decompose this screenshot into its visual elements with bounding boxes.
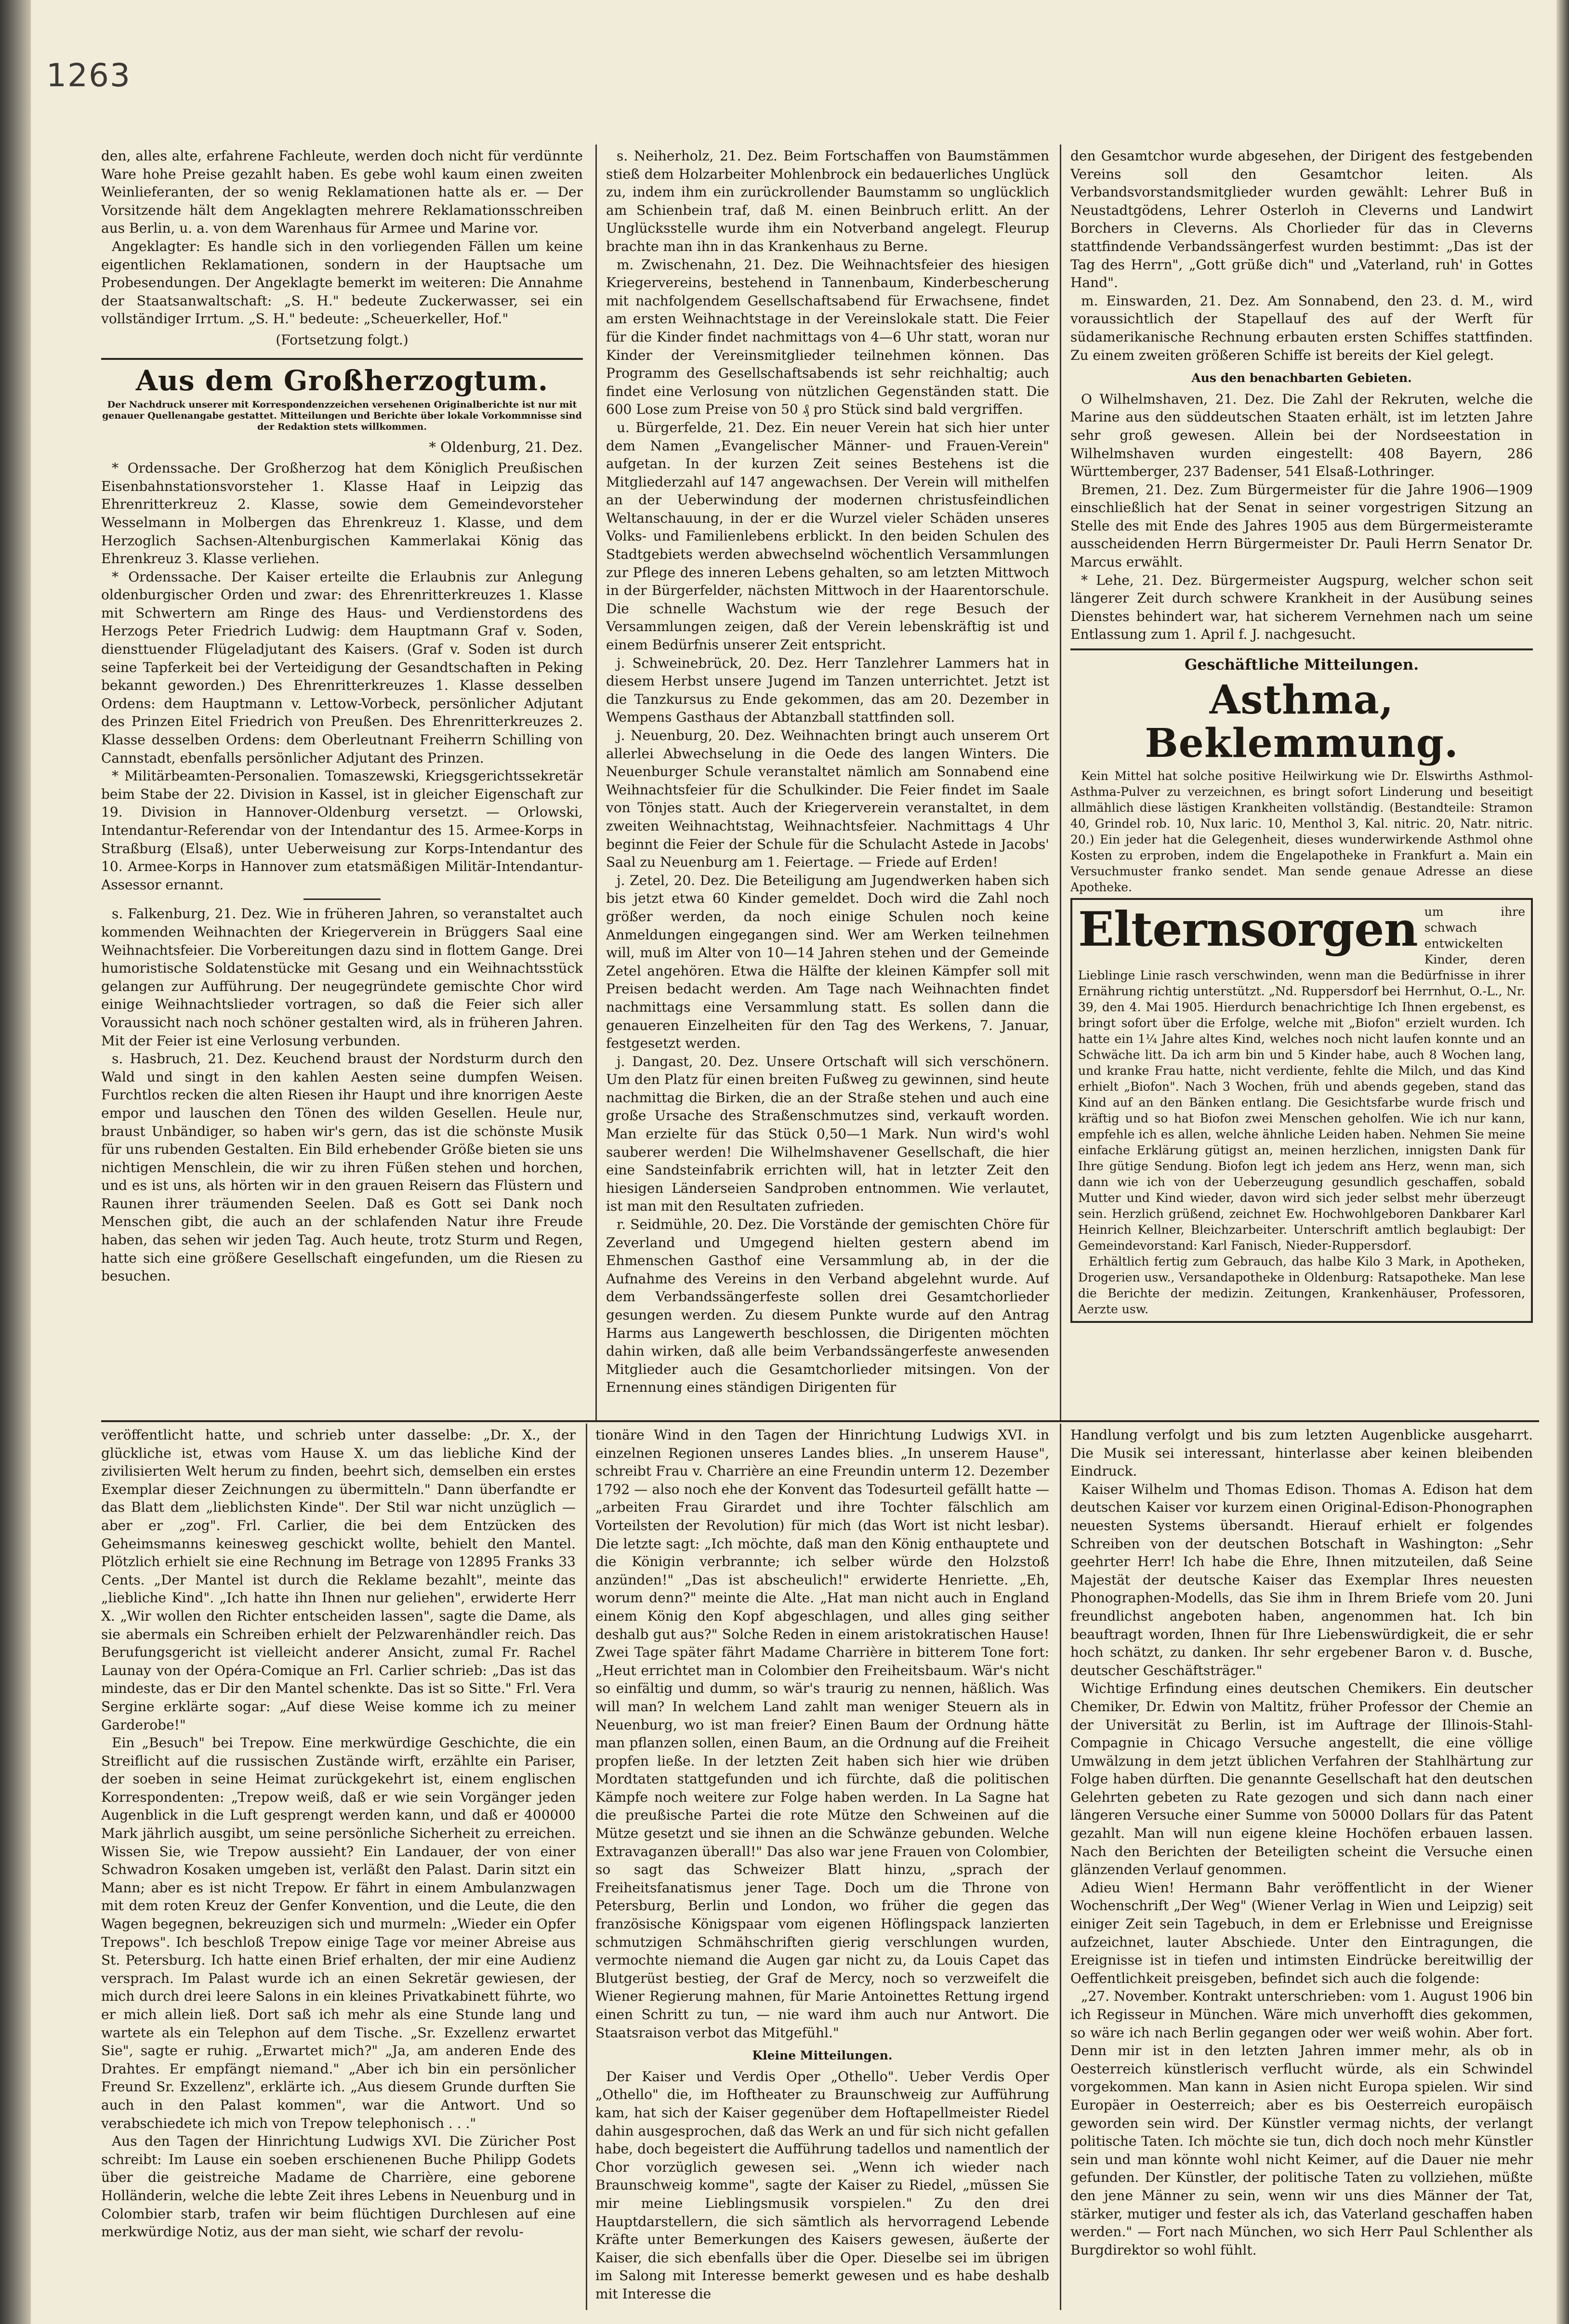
- asthma-ad-text: Kein Mittel hat solche positive Heilwirkung wie Dr. Elswirths Asthmol-Asthma-Pulver zu verzeichnen, es bringt sofort Linderung und beseitigt allmählich diese lästigen Krankheiten vollständig. (Bestandteile: Stramon 40, Grindel rob. 10, Nux laric. 10, Menthol 3, Kal. nitric. 20, Natr. nitric. 20.) Ein jeder hat die Gelegenheit, dieses wunderwirkende Asthmol ohne Kosten zu erproben, indem die Engelapotheke in Frankfurt a. Main ein Versuchmuster franko sendet. Man sende genaue Adresse an diese Apotheke.: [1070, 768, 1533, 894]
- feuilleton-item: Kaiser Wilhelm und Thomas Edison. Thomas A. Edison hat dem deutschen Kaiser vor kurzem einen Original-Edison-Phonographen neuesten Systems übersandt. Hierauf erhielt er folgendes Schreiben von der deutschen Botschaft in Washington: „Sehr geehrter Herr! Ich habe die Ehre, Ihnen mitzuteilen, daß Seine Majestät der deutsche Kaiser das Exemplar Ihres neuesten Phonographen-Modells, das Sie ihm in Ihrem Briefe vom 20. Juni freundlichst angeboten haben, angenommen hat. Ich bin beauftragt worden, Ihnen für Ihre Liebenswürdigkeit, die er sehr hoch schätzt, zu danken. Ihr sehr ergebener Baron v. d. Busche, deutscher Geschäftsträger.": [1070, 1481, 1533, 1678]
- horizontal-rule-lower: [101, 1420, 1539, 1422]
- news-item: j. Zetel, 20. Dez. Die Beteiligung am Jugendwerken haben sich bis jetzt etwa 60 Kinder gemeldet. Doch wird die Zahl noch größer werden, da noch einige Schulen noch keine Anmeldungen eingegangen sind. Wer am Werken teilnehmen will, muß im Alter von 10—14 Jahren stehen und der Gemeinde Zetel angehören. Etwa die Hälfte der kleinen Kämpfer soll mit Preisen bedacht werden. Am Tage nach Weihnachten findet nachmittags eine Versammlung statt. Es sollen dann die genaueren Einzelheiten für den Tag des Werkens, 7. Januar, festgesetzt werden.: [606, 872, 1049, 1052]
- item-rule: [303, 898, 381, 900]
- news-item: * Ordenssache. Der Großherzog hat dem Königlich Preußischen Eisenbahnstationsvorsteher 1. Klasse Haaf in Leipzig das Ehrenritterkreuz 2. Klasse, sowie dem Gemeindevorsteher Wesselmann in Molbergen das Ehrenkreuz 1. Klasse, und dem Herzoglich Sachsen-Altenburgischen Kammerlakai König das Ehrenkreuz 3. Klasse verliehen.: [101, 460, 583, 567]
- news-item: O Wilhelmshaven, 21. Dez. Die Zahl der Rekruten, welche die Marine aus den süddeutschen Staaten erhält, ist im letzten Jahre sehr groß gewesen. Allein bei der Nordseestation in Wilhelmshaven wurden eingestellt: 408 Bayern, 286 Württemberger, 237 Badenser, 541 Elsaß-Lothringer.: [1070, 391, 1533, 480]
- section-title: Aus dem Großherzogtum.: [135, 364, 549, 397]
- page-right-edge: [1556, 0, 1569, 2324]
- news-item: u. Bürgerfelde, 21. Dez. Ein neuer Verein hat sich hier unter dem Namen „Evangelischer Männer- und Frauen-Verein" aufgetan. In der kurzen Zeit seines Bestehens ist die Mitgliederzahl auf 147 angewachsen. Der Verein will mithelfen an der Ueberwindung der modernen christusfeindlichen Weltanschauung, in der er die Wurzel vieler Schäden unseres Volks- und Familienlebens erblickt. In den beiden Schulen des Stadtgebiets werden abwechselnd wöchentlich Versammlungen zur Pflege des inneren Lebens gehalten, so am letzten Mittwoch in der Bürgerfelder, nächsten Mittwoch in der Haarentorschule. Die schnelle Wachstum wie der rege Besuch der Versammlungen zeigen, daß der Verein lebenskräftig ist und einem Bedürfnis unserer Zeit entspricht.: [606, 419, 1049, 653]
- asthma-ad-title: Asthma, Beklemmung.: [1145, 676, 1459, 766]
- news-item: j. Schweinebrück, 20. Dez. Herr Tanzlehrer Lammers hat in diesem Herbst unsere Jugend im Tanzen unterrichtet. Jetzt ist die Tanzkursus zu Ende gekommen, das am 20. Dezember in Wempens Gasthaus der Abtanzball stattfinden soll.: [606, 655, 1049, 726]
- feuilleton-item: Wichtige Erfindung eines deutschen Chemikers. Ein deutscher Chemiker, Dr. Edwin von Maltitz, früher Professor der Chemie an der Universität zu Berlin, ist im Auftrage der Illinois-Stahl-Compagnie in Chicago Versuche angestellt, die eine völlige Umwälzung in dem jetzt üblichen Verfahren der Stahlhärtung zur Folge haben dürften. Die genannte Gesellschaft hat den deutschen Gelehrten gebeten zu Rate gezogen und sich dann nach einer längeren Versuche einer Summe von 50000 Dollars für das Patent gezahlt. Man will nun eigene kleine Hochöfen erbauen lassen. Nach den Berichten der Beteiligten scheint die Versuche einen glänzenden Verlauf genommen.: [1070, 1680, 1533, 1878]
- article-continuation: den, alles alte, erfahrene Fachleute, werden doch nicht für verdünnte Ware hohe Preise gezahlt haben. Es gebe wohl kaum einen zweiten Weinlieferanten, der so wenig Reklamationen hatte als er. — Der Vorsitzende hält dem Angeklagten mehrere Reklamationsschreiben aus Berlin, u. a. von dem Warenhaus für Armee und Marine vor.: [101, 148, 583, 237]
- news-item: m. Einswarden, 21. Dez. Am Sonnabend, den 23. d. M., wird voraussichtlich der Stapellauf des auf der Werft für südamerikanische Rechnung erbauten ersten Schiffes stattfinden. Zu einem zweiten größeren Schiffe ist bereits der Kiel gelegt.: [1070, 292, 1533, 363]
- ads-rule: [1070, 648, 1533, 650]
- news-item: den Gesamtchor wurde abgesehen, der Dirigent des festgebenden Vereins soll den Gesamtchor leiten. Als Verbandsvorstandsmitglieder wurden gewählt: Lehrer Buß in Neustadtgödens, Lehrer Osterloh in Cleverns und Landwirt Borchers in Cleverns. Als Chorlieder für das in Cleverns stattfindende Verbandssängerfest wurden bestimmt: „Das ist der Tag des Herrn", „Gott grüße dich" und „Vaterland, ruh' in Gottes Hand".: [1070, 148, 1533, 291]
- feuilleton-item: Ein „Besuch" bei Trepow. Eine merkwürdige Geschichte, die ein Streiflicht auf die russischen Zustände wirft, erzählte ein Pariser, der soeben in seine Heimat zurückgekehrt ist, einem englischen Korrespondenten: „Trepow weiß, daß er wie sein Vorgänger jeden Augenblick in die Luft gesprengt werden kann, und daß er 400000 Mark jährlich ausgibt, um seine persönliche Sicherheit zu erreichen. Wissen Sie, wie Trepow aussieht? Ein Landauer, der von einer Schwadron Kosaken umgeben ist, verläßt den Palast. Darin sitzt ein Mann; aber es ist nicht Trepow. Er fährt in einem Ambulanzwagen mit dem roten Kreuz der Genfer Konvention, und die Leute, die den Wagen begegnen, bekreuzigen sich und murmeln: „Wieder ein Opfer Trepows". Ich beschloß Trepow einige Tage vor meiner Abreise aus St. Petersburg. Ich hatte einen Brief erhalten, der mir eine Audienz versprach. Im Palast wurde ich an einen Sekretär gewiesen, der mich durch drei leere Salons in ein kleines Privatkabinett führte, wo er mich allein ließ. Dort saß ich mehr als eine Stunde lang und wartete als ein Telephon auf dem Tische. „Sr. Exzellenz erwartet Sie", sagte er ruhig. „Erwartet mich?" „Ja, am anderen Ende des Drahtes. Er empfängt niemand." „Aber ich bin ein persönlicher Freund Sr. Exzellenz", erklärte ich. „Aus diesem Grunde durften Sie auch in den Palast kommen", war die Antwort. Und so verabschiedete ich mich von Trepow telephonisch . . .": [101, 1735, 576, 2131]
- feuilleton-item: Aus den Tagen der Hinrichtung Ludwigs XVI. Die Züricher Post schreibt: Im Lause ein soeben erschienenen Buche Philipp Godets über die geistreiche Madame de Charrière, eine geborene Holländerin, welche die lebte Zeit ihres Lebens in Neuenburg und in Colombier starb, trafen wir beim flüchtigen Durchlesen auf eine merkwürdige Notiz, aus der man sieht, wie scharf der revolu-: [101, 2133, 576, 2240]
- news-item: m. Zwischenahn, 21. Dez. Die Weihnachtsfeier des hiesigen Kriegervereins, bestehend in Tannenbaum, Kinderbescherung mit nachfolgendem Gesellschaftsabend für Erwachsene, findet am ersten Weihnachtstage in der Vereinslokale statt. Die Feier für die Kinder findet nachmittags von 4—6 Uhr statt, woran nur Kinder der Vereinsmitglieder teilnehmen können. Das Programm des Gesellschaftsabends ist sehr reichhaltig; auch findet eine Verlosung von nützlichen Gegenständen statt. Die 600 Lose zum Preise von 50 ₰ pro Stück sind bald vergriffen.: [606, 256, 1049, 418]
- sub-heading: Kleine Mitteilungen.: [752, 2048, 893, 2063]
- column-rule-3: [586, 1424, 587, 2310]
- dateline: * Oldenburg, 21. Dez.: [429, 438, 583, 455]
- feuilleton-item: Der Kaiser und Verdis Oper „Othello". Ueber Verdis Oper „Othello" die, im Hoftheater zu Braunschweig zur Aufführung kam, hat sich der Kaiser gegenüber dem Hoftapellmeister Riedel dahin ausgesprochen, daß das Werk an und für sich nicht gefallen habe, doch begeistert die Aufführung tadellos und namentlich der Chor vorzüglich gewesen sei. „Wenn ich wieder nach Braunschweig komme", sagte der Kaiser zu Riedel, „müssen Sie mir meine Lieblingsmusik vorspielen." Zu den drei Hauptdarstellern, die sich sämtlich als hervorragend Lebende Kräfte unter Bemerkungen des Kaisers gewesen, äußerte der Kaiser, die sich ebenfalls über die Oper. Dieselbe sei im übrigen im Salong mit Interesse bemerkt gewesen und es habe deshalb mit Interesse die: [595, 2068, 1049, 2302]
- news-item: Bremen, 21. Dez. Zum Bürgermeister für die Jahre 1906—1909 einschließlich hat der Senat in seiner vorgestrigen Sitzung an Stelle des mit Ende des Jahres 1905 aus dem Bürgermeisteramte ausscheidenden Herrn Bürgermeister Dr. Pauli Herrn Senator Dr. Marcus erwählt.: [1070, 481, 1533, 570]
- book-binding-edge: [0, 0, 31, 2324]
- feuilleton-item: Handlung verfolgt und bis zum letzten Augenblicke ausgeharrt. Die Musik sei interessant, hinterlasse aber keinen bleibenden Eindruck.: [1070, 1427, 1533, 1479]
- section-rule-top: [101, 358, 583, 360]
- lower-column-3: [1070, 1426, 1533, 2308]
- news-item: s. Hasbruch, 21. Dez. Keuchend braust der Nordsturm durch den Wald und singt in den kahlen Aesten seine dumpfen Weisen. Furchtlos recken die alten Riesen ihr Haupt und ihre knorrigen Aeste empor und lauschen den Tönen des wilden Gesellen. Heule nur, braust Unbändiger, so haben wir's gern, das ist die schönste Musik für uns rubenden Gestalten. Ein Bild erhebender Größe bieten sie uns nichtigen Menschlein, die wir zu ihren Füßen stehen und horchen, und es ist uns, als hörten wir in den grauen Reisern das Flüstern und Raunen ihrer träumenden Seelen. Daß es Gott sei Dank noch Menschen gibt, die auch an der schlafenden Natur ihre Freude haben, das sehen wir jeden Tag. Auch heute, trotz Sturm und Regen, hatte sich eine größere Gesellschaft eingefunden, um die Riesen zu besuchen.: [101, 1051, 583, 1284]
- elternsorgen-ad-title: Elternsorgen: [1078, 901, 1418, 957]
- news-item: * Militärbeamten-Personalien. Tomaszewski, Kriegsgerichtssekretär beim Stabe der 22. Division in Kassel, ist in gleicher Eigenschaft zur 19. Division in Hannover-Oldenburg versetzt. — Orlowski, Intendantur-Referendar von der Intendantur des 15. Armee-Korps in Straßburg (Elsaß), unter Ueberweisung zur Korps-Intendantur des 10. Armee-Korps in Hannover zum etatsmäßigen Militär-Intendantur-Assessor ernannt.: [101, 768, 583, 893]
- column-1: [101, 147, 583, 1419]
- column-2: [606, 147, 1049, 1419]
- feuilleton-item: Adieu Wien! Hermann Bahr veröffentlicht in der Wiener Wochenschrift „Der Weg" (Wiener Verlag in Wien und Leipzig) seit einiger Zeit sein Tagebuch, in dem er Erlebnisse und Ereignisse aufzeichnet, lauter Abschiede. Unter den Eintragungen, die Ereignisse ist in tiefen und intimsten Eindrücke bereitwillig der Oeffentlichkeit preisgeben, befindet sich auch die folgende:: [1070, 1879, 1533, 1986]
- news-item: s. Falkenburg, 21. Dez. Wie in früheren Jahren, so veranstaltet auch kommenden Weihnachten der Kriegerverein in Brüggers Saal eine Weihnachtsfeier. Die Vorbereitungen dazu sind in flottem Gange. Drei humoristische Soldatenstücke mit Gesang und ein Weihnachtsstück gelangen zur Aufführung. Der neugegründete gemischte Chor wird einige Weihnachtslieder vortragen, so daß die Feier sich aller Voraussicht nach noch schöner gestalten wird, als in früheren Jahren. Mit der Feier ist eine Verlosung verbunden.: [101, 906, 583, 1049]
- feuilleton-item: veröffentlicht hatte, und schrieb unter dasselbe: „Dr. X., der glückliche ist, etwas vom Hause X. um das liebliche Kind der zivilisierten Welt herum zu finden, beehrt sich, demselben ein erstes Exemplar dieser Zeichnungen zu übermitteln." Dann überfandte er das Blatt dem „lieblichsten Kinde". Der Stil war nicht unzüglich — aber er „zog". Frl. Carlier, die bei dem Entzücken des Geheimsmanns keinesweg geschickt wollte, behielt den Mantel. Plötzlich erhielt sie eine Rechnung im Betrage von 12895 Franks 33 Cents. „Der Mantel ist durch die Reklame bezahlt", meinte das „liebliche Kind". „Ich hatte ihn Ihnen nur geliehen", erwiderte Herr X. „Wir wollen den Richter entscheiden lassen", sagte die Dame, als sie abermals ein Schreiben erhielt der Pelzwarenhändler reich. Das Berufungsgericht ist vielleicht anderer Ansicht, zumal Fr. Rachel Launay von der Opéra-Comique an Frl. Carlier schrieb: „Das ist das mindeste, das er Dir den Mantel schenkte. Das ist so Sitte." Frl. Vera Sergine erklärte sogar: „Auf diese Weise komme ich zu meiner Garderobe!": [101, 1427, 576, 1733]
- feuilleton-item: tionäre Wind in den Tagen der Hinrichtung Ludwigs XVI. in einzelnen Regionen unseres Landes blies. „In unserem Hause", schreibt Frau v. Charrière an eine Freundin unterm 12. Dezember 1792 — also noch ehe der Konvent das Todesurteil gefällt hatte — „arbeiten Frau Girardet und ihre Tochter fälschlich am Vorteilsten der Revolution) für mich (das Wort ist nicht lesbar). Die letzte sagt: „Ich möchte, daß man den König enthauptete und die Königin verbrannte; ich selber würde den Holzstoß anzünden!" „Das ist abscheulich!" erwiderte Henriette. „Eh, worum denn?" meinte die Alte. „Hat man nicht auch in England einem König den Kopf abgeschlagen, und alles ging seither deshalb gut aus?" Solche Reden in einem aristokratischen Hause! Zwei Tage später fährt Madame Charrière in bitterem Tone fort: „Heut errichtet man in Colombier den Freiheitsbaum. Wär's nicht so einfältig und dumm, so wär's traurig zu nennen, häßlich. Was will man? In welchem Land zahlt man weniger Steuern als in Neuenburg, wo ist man freier? Einen Baum der Ordnung hätte man pflanzen sollen, einen Baum, an die Ordnung auf die Freiheit propfen ließe. In der letzten Zeit haben sich hier wie drüben Mordtaten stattgefunden und ich fürchte, daß die politischen Kämpfe noch weitere zur Folge haben werden. In La Sagne hat die preußische Partei die rote Mütze den Schweinen auf die Mütze gesetzt und sie ihnen an die Schwänze gebunden. Welche Extravaganzen überall!" Das also war jene Frauen von Colombier, so sagt das Schweizer Blatt hinzu, „sprach der Freiheitsfanatismus jener Tage. Doch um die Throne von Petersburg, Berlin und London, wo früher die gegen das französische Königspaar vom eigenen Höflingspack lanzierten schmutzigen Schmähschriften gierig verschlungen wurden, vermochte niemand die Augen gar nicht zu, da Louis Capet das Blutgerüst bestieg, der Graf de Mercy, noch so verzweifelt die Wiener Regierung mahnen, für Marie Antoinettes Rettung irgend einen Schritt zu tun, — nie ward ihm auch nur Antwort. Die Staatsraison verbot das Mitgefühl.": [595, 1427, 1049, 2041]
- news-item: j. Neuenburg, 20. Dez. Weihnachten bringt auch unserem Ort allerlei Abwechselung in die Oede des langen Winters. Die Neuenburger Schule veranstaltet nämlich am Sonnabend eine Weihnachtsfeier für die Schulkinder. Die Feier findet im Saale von Tönjes statt. Auch der Kriegerverein veranstaltet, in dem zweiten Weihnachtstag, Weihnachtsfeier. Nachmittags 4 Uhr beginnt die Feier der Schule für die Schulacht Astede in Jacobs' Saal zu Neuenburg am 1. Feiertage. — Friede auf Erden!: [606, 727, 1049, 871]
- news-item: * Ordenssache. Der Kaiser erteilte die Erlaubnis zur Anlegung oldenburgischer Orden und zwar: des Ehrenritterkreuzes 1. Klasse mit Schwertern am Ringe des Haus- und Verdienstordens des Herzogs Peter Friedrich Ludwig: dem Hauptmann Graf v. Soden, diensttuender Flügeladjutant des Kaisers. (Graf v. Soden ist durch seine Tapferkeit bei der Verteidigung der Gesandtschaften in Peking bekannt geworden.) Des Ehrenritterkreuzes 1. Klasse desselben Ordens: dem Hauptmann v. Lettow-Vorbeck, persönlicher Adjutant des Prinzen Eitel Friedrich von Preußen. Des Ehrenritterkreuzes 2. Klasse desselben Ordens: dem Oberleutnant Freiherrn Schilling von Cannstadt, ebenfalls persönlicher Adjutant des Prinzen.: [101, 568, 583, 766]
- news-item: s. Neiherholz, 21. Dez. Beim Fortschaffen von Baumstämmen stieß dem Holzarbeiter Mohlenbrock ein bedauerliches Unglück zu, indem ihm ein zurückrollender Baumstamm so unglücklich am Schienbein traf, daß M. einen Beinbruch erlitt. An der Unglücksstelle wurde ihm ein Notverband angelegt. Fleurup brachte man ihn in das Krankenhaus zu Berne.: [606, 148, 1049, 254]
- sub-heading: Aus den benachbarten Gebieten.: [1191, 371, 1412, 385]
- news-item: j. Dangast, 20. Dez. Unsere Ortschaft will sich verschönern. Um den Platz für einen breiten Fußweg zu gewinnen, sind heute nachmittag die Birken, die an der Straße stehen und auch eine große Ursache des Straßenschmutzes sind, verkauft worden. Man erzielte für das Stück 0,50—1 Mark. Nun wird's wohl sauberer werden! Die Wilhelmshavener Gesellschaft, die hier eine Sandsteinfabrik errichten will, hat in letzter Zeit den hiesigen Länderseien Sandproben entnommen. Wie verlautet, ist man mit den Resultaten zufrieden.: [606, 1053, 1049, 1215]
- column-3: [1070, 147, 1533, 1419]
- feuilleton-item: „27. November. Kontrakt unterschrieben: vom 1. August 1906 bin ich Regisseur in München. Wäre mich unverhofft dies gekommen, so wäre ich nach Berlin gegangen oder wer weiß wohin. Aber fort. Denn mir ist in den letzten Jahren immer mehr, als ob in Oesterreich künstlerisch verflucht würde, als ein Schwindel vorgekommen. Man kann in Asien nicht Europa spielen. Wir sind Europäer in Oesterreich; aber es bis Oesterreich europäisch geworden sein wird. Der Künstler vermag nichts, der verlangt politische Taten. Ich möchte sie tun, dich doch noch mehr Künstler sein und man könnte wohl nicht Keimer, auf die Dauer nie mehr gefunden. Der Künstler, der politische Taten zu vollziehen, müßte den jene Männer zu sein, wenn wir uns dies Männer der Tat, stärker, mutiger und fester als ich, das Vaterland geschaffen haben werden." — Fort nach München, wo sich Herr Paul Schlenther als Burgdirektor so wohl fühlt.: [1070, 1988, 1533, 2258]
- elternsorgen-ad-text: um ihre schwach entwickelten Kinder, deren Lieblinge Linie rasch verschwinden, wenn man die Bedürfnisse in ihrer Ernährung richtig unterstützt. „Nd. Ruppersdorf bei Herrnhut, O.-L., Nr. 39, den 4. Mai 1905. Hierdurch benachrichtige Ich Ihnen ergebenst, es bringt sofort über die Erfolge, welche mit „Biofon" erzielt wurden. Ich hatte ein 1¼ Jahre altes Kind, welches noch nicht laufen konnte und an Schwäche litt. Da ich arm bin und 5 Kinder habe, auch 8 Wochen lang, und kranke Frau hatte, nicht verdiente, fehlte die Milch, und das Kind erhielt „Biofon". Nach 3 Wochen, früh und abends gegeben, stand das Kind auf an den Bänken entlang. Die Gesichtsfarbe wurde frisch und kräftig und so hat Biofon zwei Menschen geholfen. Wie ich nur kann, empfehle ich es allen, welche ähnliche Leiden haben. Nehmen Sie meine einfache Erklärung gütigst an, meinen herzlichen, innigsten Dank für Ihre gütige Sendung. Biofon legt ich jedem ans Herz, wenn man, sich dann wie ich von der Ueberzeugung gesundlich geschaffen, sobald Mutter und Kind wieder, davon wird sich jeder selbst mehr überzeugt sein. Herzlich grüßend, zeichnet Ew. Hochwohlgeboren Dankbarer Karl Heinrich Kellner, Bleichzarbeiter. Unterschrift amtlich beglaubigt: Der Gemeindevorstand: Karl Fanisch, Nieder-Ruppersdorf.: [1078, 904, 1525, 1253]
- news-item: r. Seidmühle, 20. Dez. Die Vorstände der gemischten Chöre für Zeverland und Umgegend hielten gestern abend im Ehmenschen Gasthof eine Versammlung ab, in der die Aufnahme des Vereins in den Verband abgelehnt wurde. Auf dem Verbandssängerfeste sollen drei Gesamtchorlieder gesungen werden. Zu diesem Punkte wurde auf den Antrag Harms aus Langewerth beschlossen, die Dirigenten möchten dahin wirken, daß alle beim Verbandssängerfeste anwesenden Mitglieder auch die Gesamtchorlieder mitsingen. Von der Ernennung eines ständigen Dirigenten für: [606, 1216, 1049, 1396]
- column-rule-4: [1060, 1424, 1061, 2310]
- column-rule-2: [1060, 145, 1061, 1421]
- lower-column-2: [595, 1426, 1049, 2308]
- page-number: 1263: [46, 57, 131, 94]
- news-item: * Lehe, 21. Dez. Bürgermeister Augspurg, welcher schon seit längerer Zeit durch schwere Krankheit in der Ausübung seines Dienstes behindert war, hat sicherem Vernehmen nach um seine Entlassung zum 1. April f. J. nachgesucht.: [1070, 572, 1533, 643]
- elternsorgen-ad-footer: Erhältlich fertig zum Gebrauch, das halbe Kilo 3 Mark, in Apotheken, Drogerien usw., Versandapotheke in Oldenburg: Ratsapotheke. Man lese die Berichte der medizin. Zeitungen, Krankenhäuser, Professoren, Aerzte usw.: [1078, 1254, 1525, 1316]
- section-subtitle: Der Nachdruck unserer mit Korrespondenzzeichen versehenen Originalberichte ist nur mit genauer Quellenangabe gestattet. Mitteilungen und Berichte über lokale Vorkommnisse sind der Redaktion stets willkommen.: [102, 399, 582, 432]
- column-rule-1: [595, 145, 597, 1421]
- elternsorgen-ad: [1070, 898, 1533, 1323]
- ads-heading: Geschäftliche Mitteilungen.: [1184, 656, 1419, 674]
- article-continuation-2: Angeklagter: Es handle sich in den vorliegenden Fällen um keine eigentlichen Reklamationen, sondern in der Hauptsache um Probesendungen. Der Angeklagte bemerkt im weiteren: Die Annahme der Staatsanwaltschaft: „S. H." bedeute Zuckerwasser, sei ein vollständiger Irrtum. „S. H." bedeute: „Scheuerkeller, Hof.": [101, 238, 583, 327]
- lower-column-1: [101, 1426, 576, 2308]
- continued-note: (Fortsetzung folgt.): [276, 331, 409, 348]
